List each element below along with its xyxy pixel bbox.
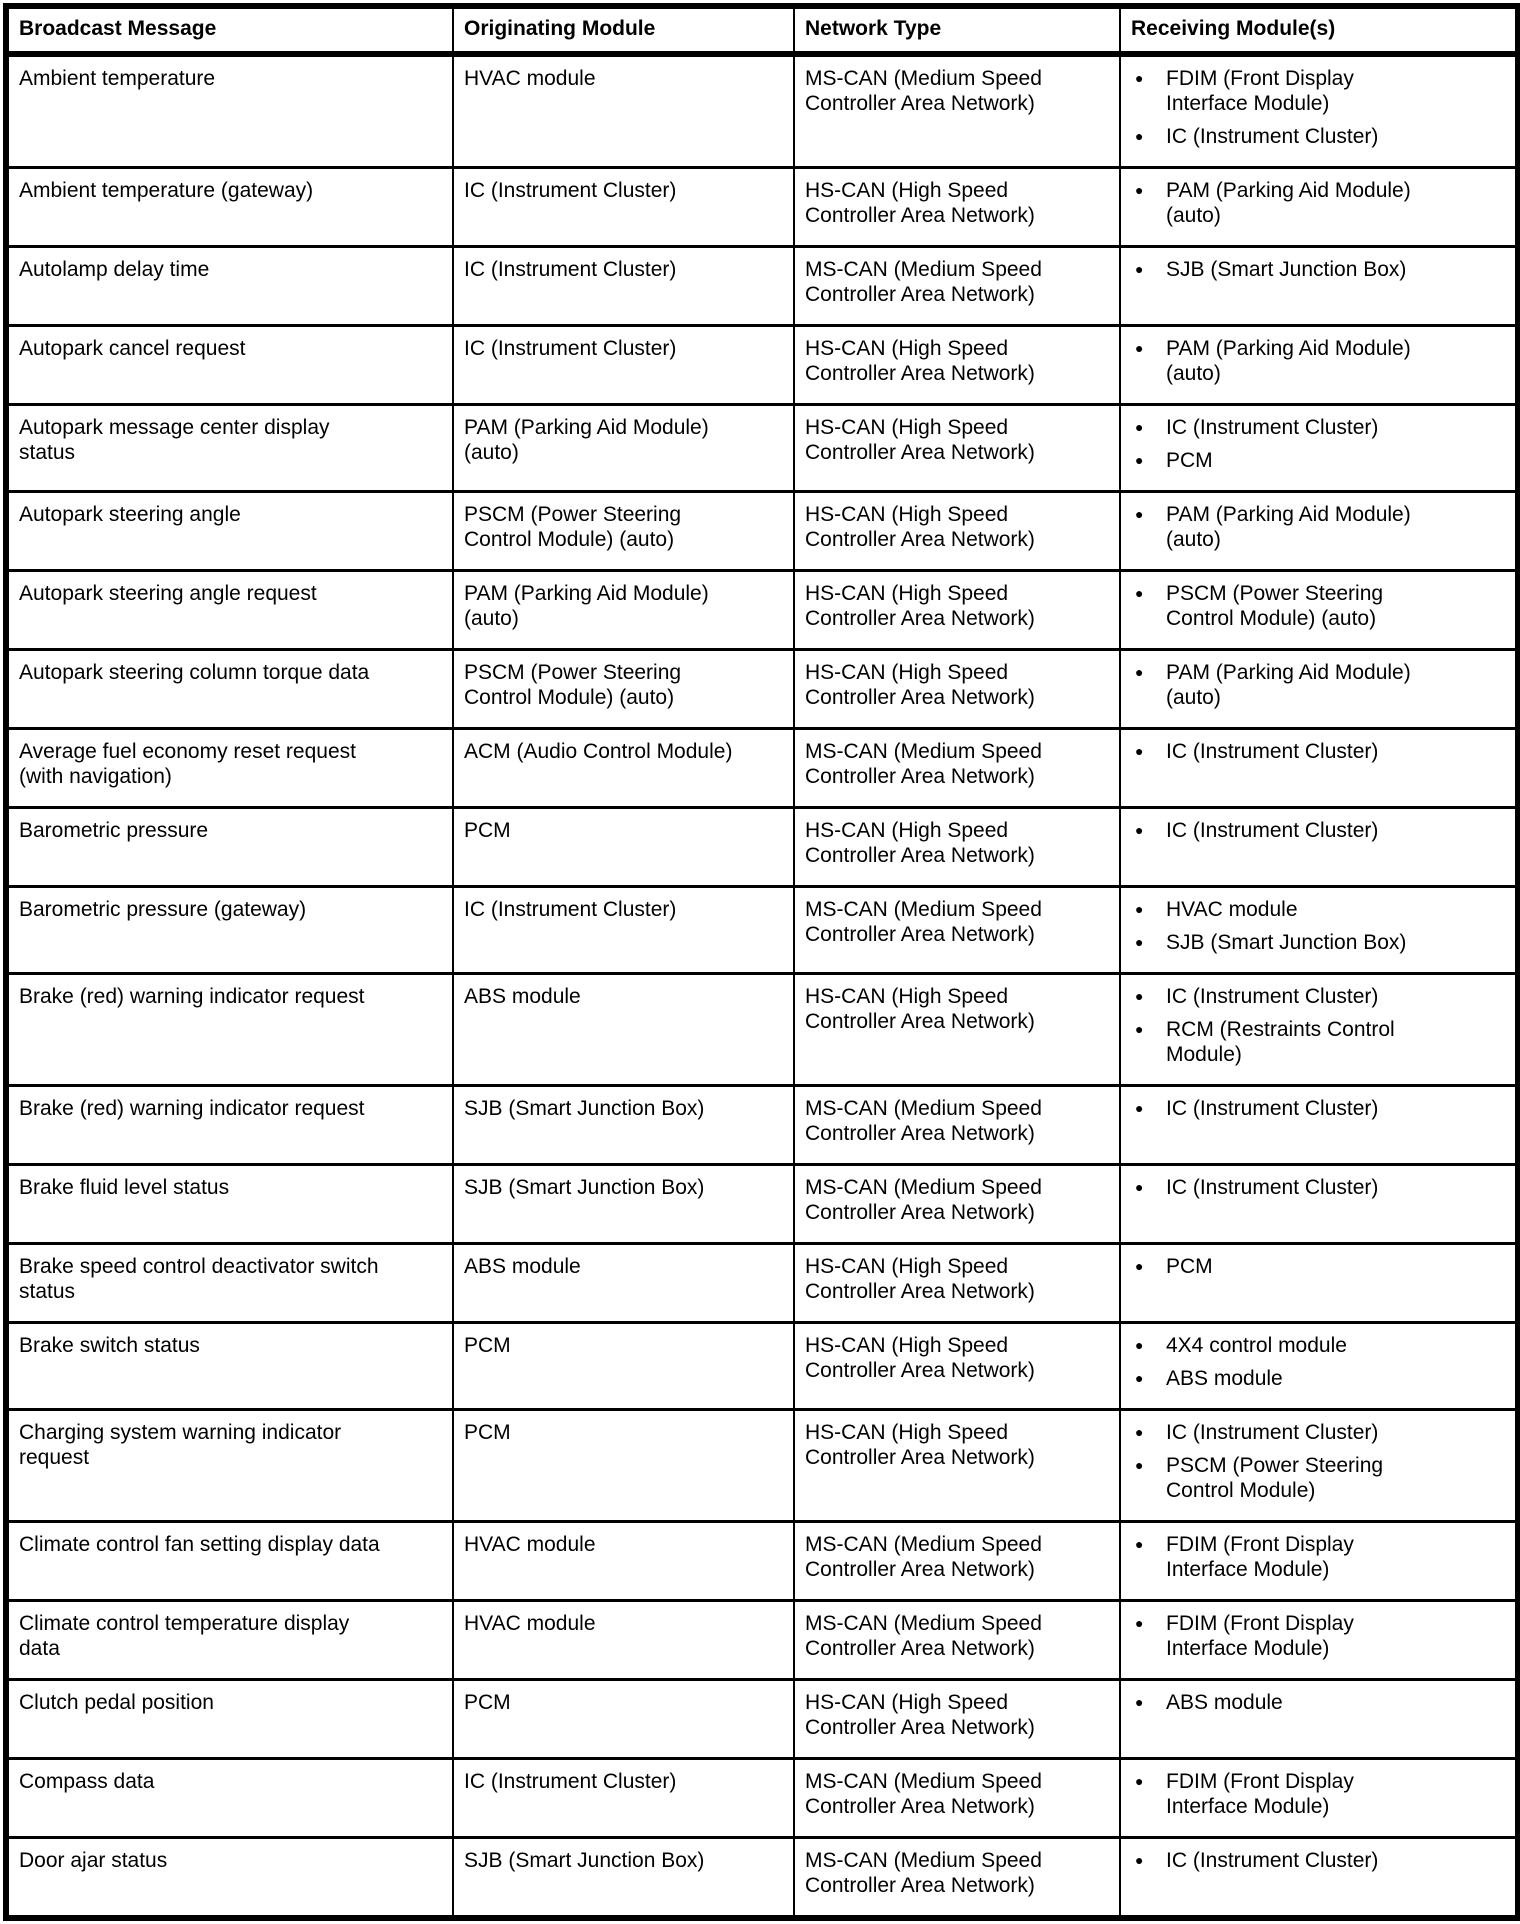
broadcast-message-cell: Door ajar status [6,1838,453,1919]
network-type-cell: HS-CAN (High Speed Controller Area Network) [794,168,1120,247]
network-type-cell: MS-CAN (Medium Speed Controller Area Network) [794,1759,1120,1838]
broadcast-message-cell: Brake (red) warning indicator request [6,1086,453,1165]
bullet-icon: ● [1135,452,1144,468]
receiver-label: IC (Instrument Cluster) [1166,416,1379,439]
network-type-cell: MS-CAN (Medium Speed Controller Area Network) [794,1086,1120,1165]
receiver-item [1135,1690,1509,1715]
network-type-cell: HS-CAN (High Speed Controller Area Network) [794,650,1120,729]
receiver-label: 4X4 control module [1166,1334,1347,1357]
originating-module-cell: PCM [453,1323,794,1410]
receiver-label: FDIM (Front Display Interface Module) [1166,67,1354,115]
receiving-modules-cell [1120,887,1518,974]
receiver-item [1135,1017,1509,1067]
bullet-icon: ● [1135,1852,1144,1868]
receiver-list [1135,581,1509,631]
receiver-list [1135,415,1509,473]
table-row [6,168,1518,247]
receiver-list [1135,1420,1509,1503]
receiver-item [1135,984,1509,1009]
broadcast-message-cell: Autopark message center display status [6,405,453,492]
receiver-label: SJB (Smart Junction Box) [1166,258,1407,281]
receiver-item [1135,818,1509,843]
network-type-cell: MS-CAN (Medium Speed Controller Area Network) [794,1838,1120,1919]
network-type-cell: HS-CAN (High Speed Controller Area Network) [794,492,1120,571]
bullet-icon: ● [1135,1179,1144,1195]
originating-module-cell: PCM [453,1680,794,1759]
broadcast-message-cell: Brake (red) warning indicator request [6,974,453,1086]
receiving-modules-cell [1120,650,1518,729]
receiving-modules-cell [1120,168,1518,247]
receiving-modules-cell [1120,492,1518,571]
originating-module-cell: HVAC module [453,1601,794,1680]
header-row [6,6,1518,54]
table-row [6,326,1518,405]
broadcast-message-cell: Charging system warning indicator request [6,1410,453,1522]
broadcast-message-cell: Autolamp delay time [6,247,453,326]
table-row [6,650,1518,729]
originating-module-cell: IC (Instrument Cluster) [453,247,794,326]
receiver-item [1135,502,1509,552]
table-row [6,247,1518,326]
receiver-label: SJB (Smart Junction Box) [1166,931,1407,954]
table-row [6,1086,1518,1165]
broadcast-message-cell: Clutch pedal position [6,1680,453,1759]
receiver-label: FDIM (Front Display Interface Module) [1166,1533,1354,1581]
network-type-cell: HS-CAN (High Speed Controller Area Network) [794,1680,1120,1759]
broadcast-message-cell: Brake switch status [6,1323,453,1410]
originating-module-cell: HVAC module [453,54,794,168]
broadcast-message-cell: Average fuel economy reset request (with navigation) [6,729,453,808]
receiver-item [1135,1611,1509,1661]
receiver-list [1135,336,1509,386]
column-header-network-type: Network Type [794,6,1120,54]
table-row [6,729,1518,808]
receiver-label: PCM [1166,1255,1213,1278]
receiver-list [1135,897,1509,955]
receiving-modules-cell [1120,1244,1518,1323]
table-row [6,1680,1518,1759]
originating-module-cell: PAM (Parking Aid Module) (auto) [453,571,794,650]
receiver-list [1135,1254,1509,1279]
bullet-icon: ● [1135,340,1144,356]
bullet-icon: ● [1135,182,1144,198]
network-type-cell: HS-CAN (High Speed Controller Area Network) [794,1244,1120,1323]
table-row [6,1522,1518,1601]
receiver-item [1135,1453,1509,1503]
originating-module-cell: SJB (Smart Junction Box) [453,1838,794,1919]
receiver-label: PAM (Parking Aid Module) (auto) [1166,179,1411,227]
receiving-modules-cell [1120,729,1518,808]
broadcast-message-cell: Climate control fan setting display data [6,1522,453,1601]
network-type-cell: MS-CAN (Medium Speed Controller Area Network) [794,1522,1120,1601]
bullet-icon: ● [1135,901,1144,917]
receiving-modules-cell [1120,1601,1518,1680]
receiving-modules-cell [1120,247,1518,326]
receiver-item [1135,178,1509,228]
originating-module-cell: HVAC module [453,1522,794,1601]
bullet-icon: ● [1135,585,1144,601]
receiver-item [1135,1420,1509,1445]
bullet-icon: ● [1135,1021,1144,1037]
network-type-cell: HS-CAN (High Speed Controller Area Network) [794,571,1120,650]
originating-module-cell: IC (Instrument Cluster) [453,326,794,405]
originating-module-cell: IC (Instrument Cluster) [453,887,794,974]
receiving-modules-cell [1120,1522,1518,1601]
bullet-icon: ● [1135,70,1144,86]
broadcast-message-cell: Compass data [6,1759,453,1838]
table-row [6,887,1518,974]
receiver-label: IC (Instrument Cluster) [1166,985,1379,1008]
receiver-list [1135,1690,1509,1715]
receiver-label: RCM (Restraints Control Module) [1166,1018,1395,1066]
broadcast-message-cell: Autopark steering column torque data [6,650,453,729]
bullet-icon: ● [1135,743,1144,759]
receiving-modules-cell [1120,1838,1518,1919]
originating-module-cell: PAM (Parking Aid Module) (auto) [453,405,794,492]
receiving-modules-cell [1120,1165,1518,1244]
receiver-label: ABS module [1166,1367,1283,1390]
receiver-item [1135,660,1509,710]
table-row [6,1759,1518,1838]
receiver-item [1135,415,1509,440]
receiver-label: PAM (Parking Aid Module) (auto) [1166,337,1411,385]
receiver-label: IC (Instrument Cluster) [1166,1849,1379,1872]
receiver-item [1135,739,1509,764]
bullet-icon: ● [1135,1337,1144,1353]
receiver-label: PSCM (Power Steering Control Module) (auto) [1166,582,1384,630]
receiver-list [1135,66,1509,149]
receiver-item [1135,66,1509,116]
network-type-cell: MS-CAN (Medium Speed Controller Area Network) [794,887,1120,974]
network-type-cell: MS-CAN (Medium Speed Controller Area Network) [794,729,1120,808]
table-row [6,1838,1518,1919]
originating-module-cell: SJB (Smart Junction Box) [453,1165,794,1244]
receiver-item [1135,336,1509,386]
bullet-icon: ● [1135,1615,1144,1631]
network-type-cell: HS-CAN (High Speed Controller Area Network) [794,1410,1120,1522]
receiver-item [1135,124,1509,149]
table-header [6,6,1518,54]
receiving-modules-cell [1120,1086,1518,1165]
originating-module-cell: PCM [453,808,794,887]
receiver-item [1135,1532,1509,1582]
broadcast-message-cell: Autopark steering angle [6,492,453,571]
bullet-icon: ● [1135,1536,1144,1552]
bullet-icon: ● [1135,1258,1144,1274]
receiver-list [1135,1848,1509,1873]
network-type-cell: MS-CAN (Medium Speed Controller Area Network) [794,247,1120,326]
table-row [6,54,1518,168]
receiving-modules-cell [1120,1410,1518,1522]
receiver-label: FDIM (Front Display Interface Module) [1166,1770,1354,1818]
receiving-modules-cell [1120,974,1518,1086]
broadcast-message-cell: Barometric pressure [6,808,453,887]
table-row [6,1244,1518,1323]
receiver-list [1135,1096,1509,1121]
column-header-originating-module: Originating Module [453,6,794,54]
broadcast-message-cell: Ambient temperature [6,54,453,168]
receiver-label: IC (Instrument Cluster) [1166,125,1379,148]
network-type-cell: MS-CAN (Medium Speed Controller Area Network) [794,1165,1120,1244]
receiving-modules-cell [1120,571,1518,650]
bullet-icon: ● [1135,506,1144,522]
receiver-list [1135,178,1509,228]
originating-module-cell: ABS module [453,974,794,1086]
broadcast-message-cell: Brake speed control deactivator switch status [6,1244,453,1323]
column-header-broadcast-message: Broadcast Message [6,6,453,54]
receiver-list [1135,1333,1509,1391]
receiver-item [1135,1848,1509,1873]
bullet-icon: ● [1135,1457,1144,1473]
originating-module-cell: SJB (Smart Junction Box) [453,1086,794,1165]
receiver-item [1135,1254,1509,1279]
broadcast-message-cell: Climate control temperature display data [6,1601,453,1680]
receiver-label: FDIM (Front Display Interface Module) [1166,1612,1354,1660]
receiver-item [1135,448,1509,473]
receiver-list [1135,257,1509,282]
table-row [6,1410,1518,1522]
originating-module-cell: PSCM (Power Steering Control Module) (auto) [453,650,794,729]
bullet-icon: ● [1135,664,1144,680]
receiver-label: PAM (Parking Aid Module) (auto) [1166,503,1411,551]
bullet-icon: ● [1135,988,1144,1004]
originating-module-cell: IC (Instrument Cluster) [453,1759,794,1838]
receiver-item [1135,1366,1509,1391]
table-row [6,492,1518,571]
column-header-receiving-modules: Receiving Module(s) [1120,6,1518,54]
table-row [6,1165,1518,1244]
originating-module-cell: ACM (Audio Control Module) [453,729,794,808]
receiver-list [1135,739,1509,764]
network-type-cell: HS-CAN (High Speed Controller Area Network) [794,405,1120,492]
receiver-label: IC (Instrument Cluster) [1166,1097,1379,1120]
bullet-icon: ● [1135,1100,1144,1116]
network-type-cell: HS-CAN (High Speed Controller Area Network) [794,326,1120,405]
originating-module-cell: PCM [453,1410,794,1522]
receiver-item [1135,1769,1509,1819]
bullet-icon: ● [1135,1773,1144,1789]
table-row [6,1601,1518,1680]
network-type-cell: HS-CAN (High Speed Controller Area Network) [794,808,1120,887]
receiver-item [1135,930,1509,955]
receiver-label: IC (Instrument Cluster) [1166,1176,1379,1199]
receiving-modules-cell [1120,326,1518,405]
receiver-list [1135,1175,1509,1200]
bullet-icon: ● [1135,822,1144,838]
bullet-icon: ● [1135,1370,1144,1386]
receiver-label: IC (Instrument Cluster) [1166,1421,1379,1444]
receiver-item [1135,581,1509,631]
broadcast-message-cell: Barometric pressure (gateway) [6,887,453,974]
bullet-icon: ● [1135,419,1144,435]
table-row [6,808,1518,887]
receiver-label: PAM (Parking Aid Module) (auto) [1166,661,1411,709]
receiver-label: IC (Instrument Cluster) [1166,740,1379,763]
receiver-item [1135,1096,1509,1121]
broadcast-message-table [3,3,1520,1921]
originating-module-cell: ABS module [453,1244,794,1323]
receiving-modules-cell [1120,405,1518,492]
originating-module-cell: PSCM (Power Steering Control Module) (auto) [453,492,794,571]
receiving-modules-cell [1120,1680,1518,1759]
network-type-cell: HS-CAN (High Speed Controller Area Network) [794,974,1120,1086]
receiver-list [1135,818,1509,843]
receiver-list [1135,1611,1509,1661]
bullet-icon: ● [1135,1694,1144,1710]
bullet-icon: ● [1135,261,1144,277]
network-type-cell: HS-CAN (High Speed Controller Area Network) [794,1323,1120,1410]
receiver-label: HVAC module [1166,898,1298,921]
table-row [6,1323,1518,1410]
receiver-list [1135,1769,1509,1819]
receiver-list [1135,502,1509,552]
bullet-icon: ● [1135,934,1144,950]
receiver-label: PSCM (Power Steering Control Module) [1166,1454,1384,1502]
receiver-label: PCM [1166,449,1213,472]
broadcast-message-cell: Brake fluid level status [6,1165,453,1244]
table-body [6,54,1518,1918]
receiving-modules-cell [1120,1759,1518,1838]
originating-module-cell: IC (Instrument Cluster) [453,168,794,247]
receiver-item [1135,897,1509,922]
table-row [6,974,1518,1086]
receiver-label: IC (Instrument Cluster) [1166,819,1379,842]
receiver-item [1135,1175,1509,1200]
receiver-item [1135,1333,1509,1358]
broadcast-message-cell: Autopark steering angle request [6,571,453,650]
network-type-cell: MS-CAN (Medium Speed Controller Area Network) [794,1601,1120,1680]
bullet-icon: ● [1135,1424,1144,1440]
network-type-cell: MS-CAN (Medium Speed Controller Area Network) [794,54,1120,168]
receiving-modules-cell [1120,1323,1518,1410]
receiver-item [1135,257,1509,282]
table-row [6,571,1518,650]
broadcast-message-cell: Ambient temperature (gateway) [6,168,453,247]
receiving-modules-cell [1120,808,1518,887]
receiver-label: ABS module [1166,1691,1283,1714]
receiver-list [1135,660,1509,710]
broadcast-message-cell: Autopark cancel request [6,326,453,405]
receiver-list [1135,1532,1509,1582]
bullet-icon: ● [1135,128,1144,144]
table-row [6,405,1518,492]
receiver-list [1135,984,1509,1067]
receiving-modules-cell [1120,54,1518,168]
